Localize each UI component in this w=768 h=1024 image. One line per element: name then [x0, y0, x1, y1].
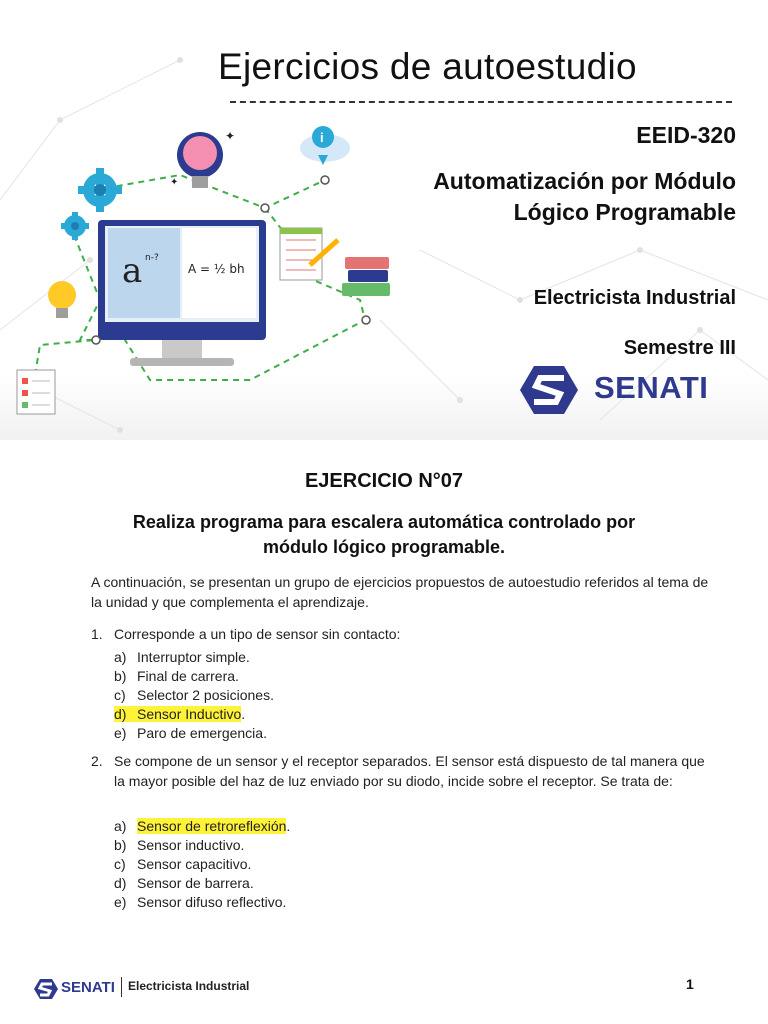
option-item [114, 667, 274, 686]
option-letter: b) [114, 668, 127, 684]
page-title: Ejercicios de autoestudio [218, 46, 637, 87]
gear-icon [78, 168, 122, 212]
question-1-options [114, 648, 274, 743]
exercise-intro: A continuación, se presentan un grupo de ejercicios propuestos de autoestudio referidos al tema de la unidad y que complementa el aprendizaje. [91, 574, 709, 610]
question-number: 2. [91, 753, 103, 769]
option-letter: a) [114, 818, 127, 834]
exercise-subtitle-line2: módulo lógico programable. [262, 537, 505, 557]
question-text: Corresponde a un tipo de sensor sin contacto: [114, 626, 401, 642]
formula-left: a [122, 251, 143, 291]
option-item [114, 686, 274, 705]
formula-exponent: n-? [145, 253, 159, 263]
course-name [433, 166, 736, 228]
course-name-line1: Automatización por Módulo [433, 168, 736, 194]
page-number: 1 [686, 976, 694, 992]
option-text: Sensor inductivo. [137, 837, 245, 853]
option-item-answer: a) Sensor de retroreflexión. [114, 818, 291, 834]
footer-brand: SENATI [61, 979, 115, 996]
exercise-subtitle-line1: Realiza programa para escalera automática controlado por [132, 512, 636, 532]
option-text: Selector 2 posiciones. [137, 687, 274, 703]
option-item [114, 724, 274, 743]
svg-text:✦: ✦ [170, 177, 179, 188]
small-gear-icon [61, 212, 89, 240]
info-cloud-icon [300, 126, 350, 165]
course-name-line2: Lógico Programable [513, 199, 736, 225]
title-divider [230, 101, 732, 103]
question-text: Se compone de un sensor y el receptor separados. El sensor está dispuesto de tal manera que la mayor posible del haz de luz enviado por su diodo, incide sobre el receptor. Se trata de: [114, 753, 705, 789]
career-name: Electricista Industrial [533, 287, 736, 309]
option-item [114, 874, 290, 893]
option-text: Final de carrera. [137, 668, 239, 684]
option-item-answer: d) Sensor Inductivo. [114, 706, 246, 722]
option-letter: d) [114, 706, 127, 722]
option-letter: d) [114, 875, 127, 891]
formula-right: A = ½ bh [188, 262, 245, 276]
option-text: Sensor capacitivo. [137, 856, 252, 872]
option-letter: e) [114, 894, 127, 910]
question-1 [91, 624, 711, 644]
senati-brand: SENATI [594, 370, 709, 405]
question-2-options [114, 817, 290, 912]
checklist-icon [17, 370, 55, 414]
course-code: EEID-320 [636, 122, 736, 148]
svg-text:i: i [320, 130, 324, 145]
cover-header [0, 0, 768, 440]
option-item [114, 648, 274, 667]
option-text: Sensor difuso reflectivo. [137, 894, 287, 910]
option-letter: b) [114, 837, 127, 853]
semester: Semestre III [623, 337, 736, 359]
study-illustration [0, 120, 420, 420]
option-item [114, 855, 290, 874]
books-icon [342, 257, 390, 296]
option-text-highlighted: Sensor Inductivo [137, 706, 242, 722]
option-letter: c) [114, 856, 126, 872]
svg-text:✦: ✦ [225, 129, 236, 143]
notepad-icon [280, 228, 338, 280]
exercise-title: EJERCICIO N°07 [304, 470, 464, 492]
footer-text: Electricista Industrial [128, 979, 250, 993]
footer-logo [34, 978, 118, 1005]
lightbulb-icon [48, 281, 76, 318]
question-2 [91, 751, 711, 791]
option-text-highlighted: Sensor de retroreflexión [137, 818, 287, 834]
option-item [114, 893, 290, 912]
option-letter: e) [114, 725, 127, 741]
option-text: Interruptor simple. [137, 649, 250, 665]
question-number: 1. [91, 626, 103, 642]
option-letter: c) [114, 687, 126, 703]
exercise-subtitle [80, 510, 688, 560]
footer-separator [121, 977, 122, 997]
option-text: Paro de emergencia. [137, 725, 267, 741]
option-item [114, 836, 290, 855]
option-text: Sensor de barrera. [137, 875, 254, 891]
brain-lightbulb-icon [170, 129, 235, 188]
option-letter: a) [114, 649, 127, 665]
